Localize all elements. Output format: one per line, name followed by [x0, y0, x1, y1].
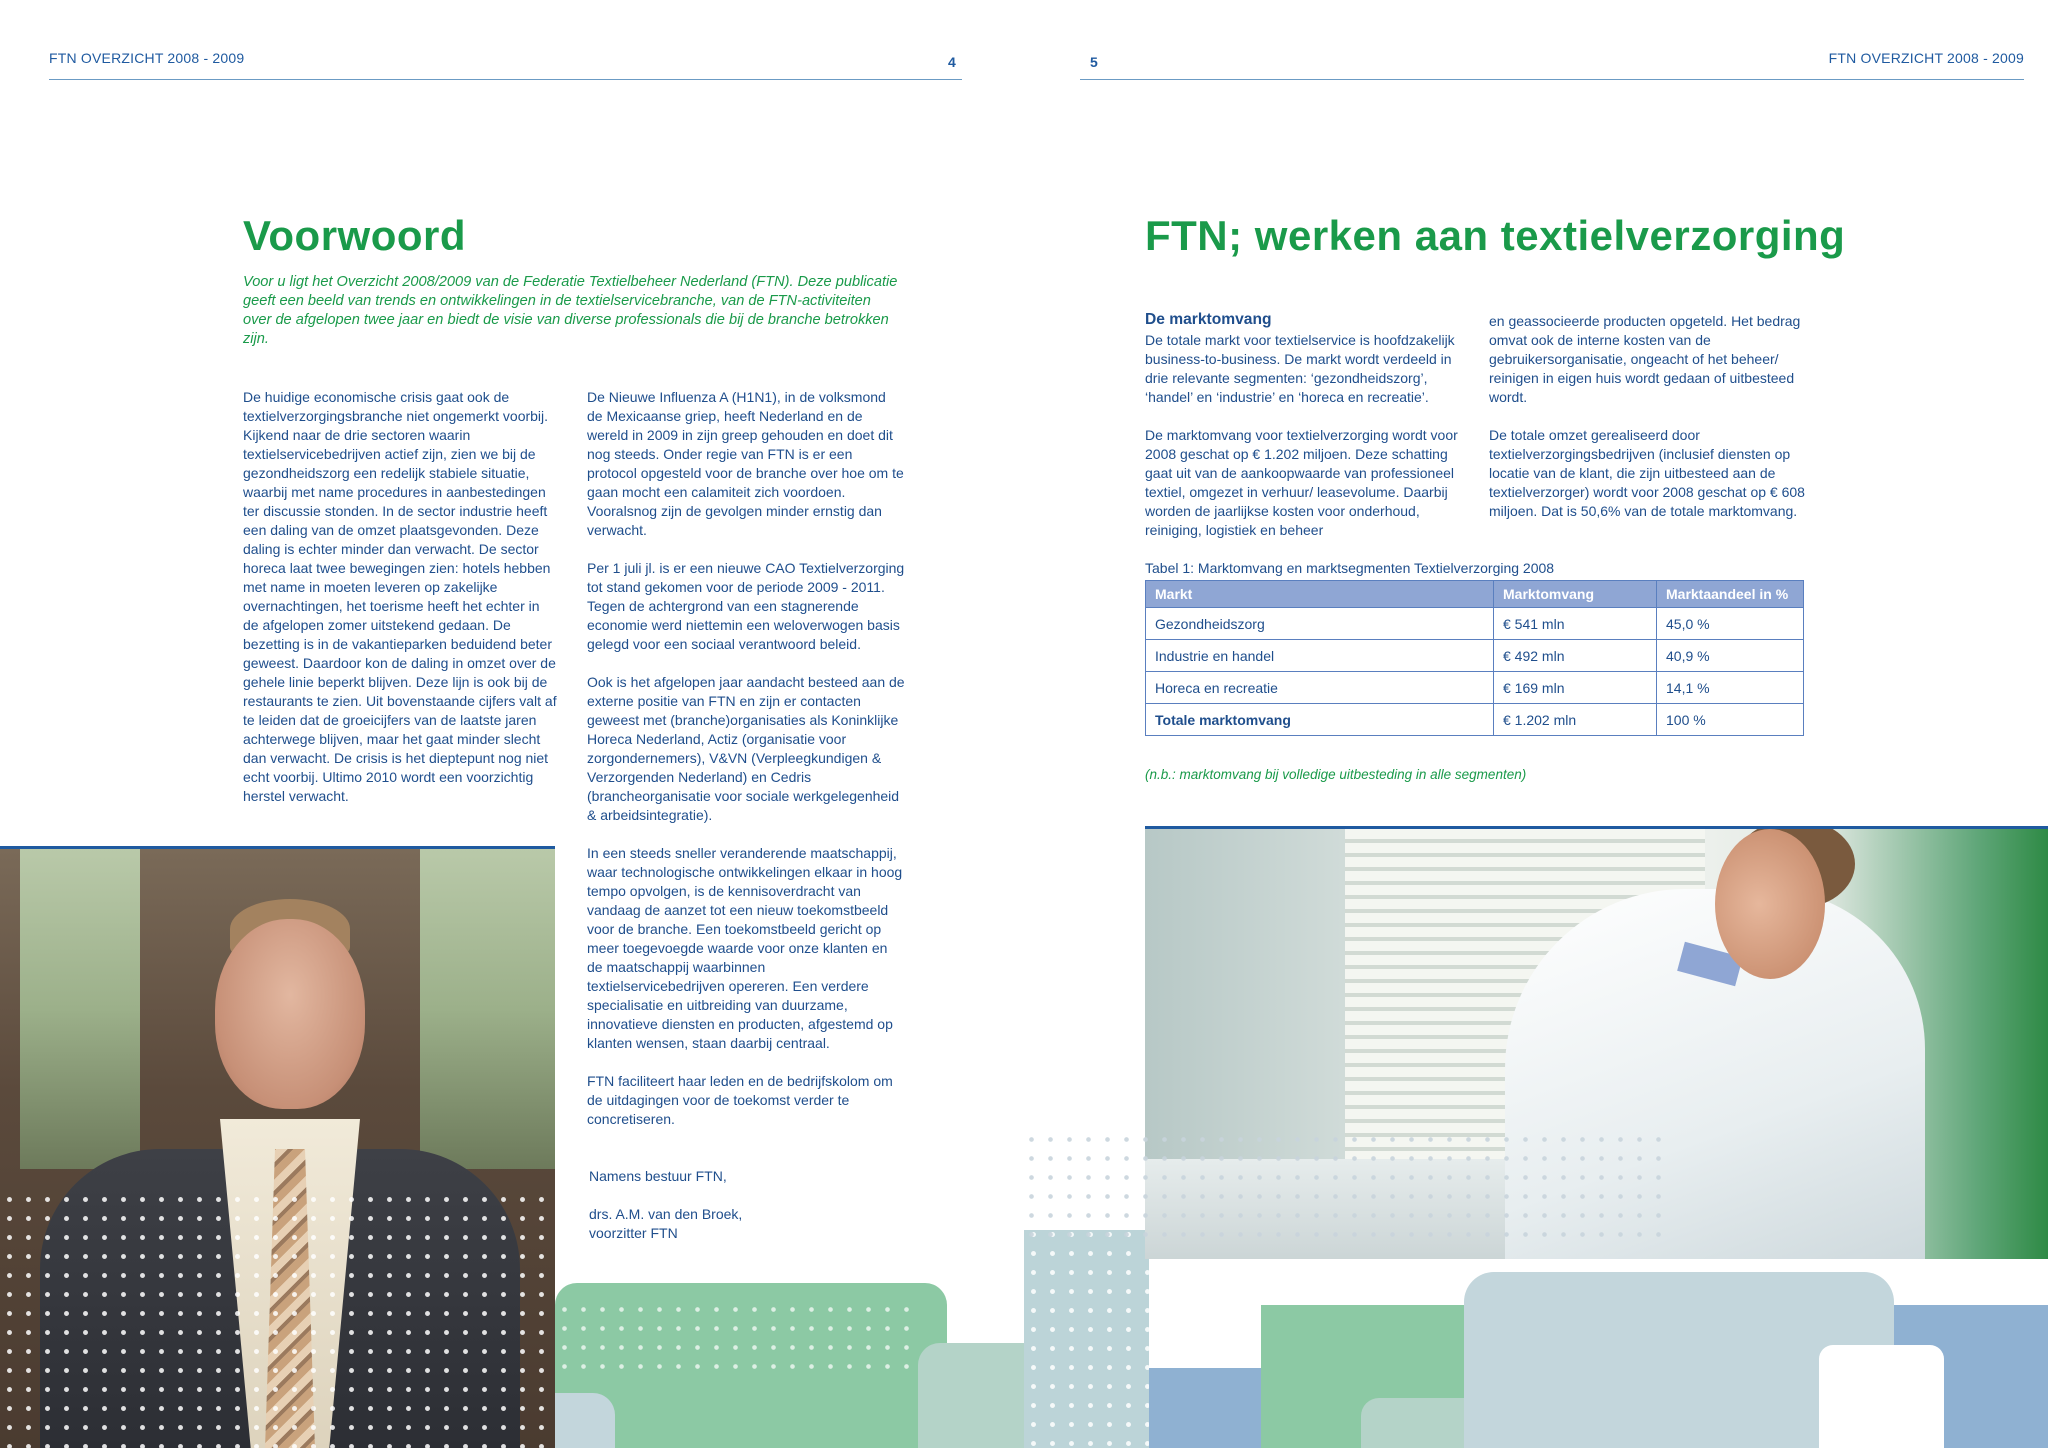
- paragraph: De Nieuwe Influenza A (H1N1), in de volksmond de Mexicaanse griep, heeft Nederland en de wereld in 2009 in zijn greep gehouden en doet dit nog steeds. Onder regie van FTN is er een protocol opgesteld voor de branche over hoe om te gaan mocht een calamiteit zich voordoen. Vooralsnog zijn de gevolgen minder ernstig dan verwacht.: [587, 389, 904, 538]
- table-cell: € 169 mln: [1494, 672, 1657, 704]
- window-background: [20, 849, 140, 1169]
- paragraph: Ook is het afgelopen jaar aandacht besteed aan de externe positie van FTN en zijn er contacten geweest met (branche)organisaties als Koninklijke Horeca Nederland, Actiz (organisatie voor zorgondernemers), V&VN (Verpleegkundigen & Verzorgenden Nederland) en Cedris (brancheorganisatie voor sociale werkgelegenheid & arbeidsintegratie).: [587, 674, 905, 823]
- column-header: Marktomvang: [1494, 581, 1657, 608]
- column-2-left: [587, 388, 905, 1243]
- table-row: [1146, 640, 1804, 672]
- signer-role: voorzitter FTN: [589, 1225, 678, 1241]
- table-row-total: [1146, 704, 1804, 736]
- table-cell: Gezondheidszorg: [1146, 608, 1494, 640]
- face: [1715, 829, 1825, 979]
- signer-name: drs. A.M. van den Broek,: [589, 1206, 743, 1222]
- column-2-right: [1489, 312, 1809, 540]
- decorative-shape: [555, 1393, 615, 1448]
- table-cell: 40,9 %: [1657, 640, 1804, 672]
- dot-pattern: [555, 1300, 915, 1370]
- table-cell: € 541 mln: [1494, 608, 1657, 640]
- paragraph: In een steeds sneller veranderende maatschappij, waar technologische ontwikkelingen elkaar in hoog tempo opvolgen, is de kennisoverdracht van vandaag de aanzet tot een nieuw toekomstbeeld voor de branche. Een toekomstbeeld gericht op meer toegevoegde waarde voor onze klanten en de maatschappij waarbinnen textielservicebedrijven opereren. Een verdere specialisatie en uitbreiding van duurzame, innovatieve diensten en producten, afgestemd op klanten wensen, staan daarbij centraal.: [587, 845, 903, 1051]
- decorative-shape: [918, 1343, 1024, 1448]
- page-title-voorwoord: Voorwoord: [243, 212, 467, 259]
- paragraph: De marktomvang voor textielverzorging wordt voor 2008 geschat op € 1.202 miljoen. Deze schatting gaat uit van de aankoopwaarde van professioneel textiel, omgezet in verhuur/ leasevolume. Daarbij worden de jaarlijkse kosten voor onderhoud, reiniging, logistiek en beheer: [1145, 427, 1458, 538]
- table-cell: Industrie en handel: [1146, 640, 1494, 672]
- table-caption: Tabel 1: Marktomvang en marktsegmenten Textielverzorging 2008: [1145, 560, 1555, 576]
- column-1-left: [243, 388, 558, 825]
- column-header: Marktaandeel in %: [1657, 581, 1804, 608]
- paragraph: De totale omzet gerealiseerd door textielverzorgingsbedrijven (inclusief diensten op locatie van de klant, die zijn uitbesteed aan de textielverzorger) wordt voor 2008 geschat op € 608 miljoen. Dat is 50,6% van de totale marktomvang.: [1489, 427, 1805, 519]
- page-title-ftn: FTN; werken aan textielverzorging: [1145, 212, 1846, 259]
- page-number-right: 5: [1090, 54, 1098, 70]
- table-row: [1146, 672, 1804, 704]
- window-background: [420, 849, 555, 1169]
- dot-pattern: [1022, 1130, 1672, 1250]
- table-cell: Totale marktomvang: [1146, 704, 1494, 736]
- header-rule-right: [1080, 79, 2024, 80]
- header-rule-left: [49, 79, 962, 80]
- paragraph: FTN faciliteert haar leden en de bedrijfskolom om de uitdagingen voor de toekomst verder te concretiseren.: [587, 1073, 893, 1127]
- decorative-shape: [1819, 1345, 1944, 1448]
- dot-pattern: [0, 1190, 555, 1448]
- table-cell: € 1.202 mln: [1494, 704, 1657, 736]
- table-cell: Horeca en recreatie: [1146, 672, 1494, 704]
- intro-paragraph: Voor u ligt het Overzicht 2008/2009 van de Federatie Textielbeheer Nederland (FTN). Deze publicatie geeft een beeld van trends en ontwikkelingen in de textielservicebranche, van de FTN-activiteiten over de afgelopen twee jaar en biedt de visie van diverse professionals die bij de branche betrokken zijn.: [243, 274, 898, 347]
- market-table: [1145, 580, 1804, 736]
- page-number-left: 4: [948, 54, 956, 70]
- section-heading-marktomvang: De marktomvang: [1145, 311, 1272, 328]
- paragraph: Per 1 juli jl. is er een nieuwe CAO Textielverzorging tot stand gekomen voor de periode 2009 - 2011. Tegen de achtergrond van een stagnerende economie werd niettemin een weloverwogen basis gelegd voor een sociaal verantwoord beleid.: [587, 560, 905, 652]
- table-cell: 100 %: [1657, 704, 1804, 736]
- table-header-row: [1146, 581, 1804, 608]
- paragraph: De totale markt voor textielservice is hoofdzakelijk business-to-business. De markt wordt verdeeld in drie relevante segmenten: ‘gezondheidszorg’, ‘handel’ en ‘industrie’ en ‘horeca en recreatie’.: [1145, 332, 1455, 405]
- paragraph: De huidige economische crisis gaat ook de textielverzorgingsbranche niet ongemerkt voorbij. Kijkend naar de drie sectoren waarin textielservicebedrijven actief zijn, zien we bij de gezondheidszorg een redelijk stabiele situatie, waarbij met name procedures in aanbestedingen ter discussie stonden. In de sector industrie heeft een daling van de omzet plaatsgevonden. Deze daling is echter minder dan verwacht. De sector horeca laat twee bewegingen zien: hotels hebben met name in moeten leveren op zakelijke overnachtingen, het toerisme heeft het echter in de afgelopen zomer uitstekend gedaan. De bezetting is in de vakantieparken beduidend beter geweest. Daardoor kon de daling in omzet over de gehele linie beperkt blijven. Deze lijn is ook bij de restaurants te zien. Uit bovenstaande cijfers valt af te leiden dat de groeicijfers van de laatste jaren achterwege blijven, maar het gaat minder slecht dan verwacht. De crisis is het dieptepunt nog niet echt voorbij. Ultimo 2010 wordt een voorzichtig herstel verwacht.: [243, 389, 557, 804]
- table-cell: € 492 mln: [1494, 640, 1657, 672]
- running-head-right: FTN OVERZICHT 2008 - 2009: [1828, 50, 2024, 66]
- face: [215, 919, 365, 1109]
- decorative-shape: [1149, 1368, 1261, 1448]
- running-head-left: FTN OVERZICHT 2008 - 2009: [49, 50, 245, 66]
- table-cell: 45,0 %: [1657, 608, 1804, 640]
- paragraph: en geassocieerde producten opgeteld. Het bedrag omvat ook de interne kosten van de gebruikersorganisatie, ongeacht of het beheer/ reinigen in eigen huis wordt gedaan of uitbesteed wordt.: [1489, 313, 1801, 405]
- column-1-right: [1145, 331, 1465, 559]
- table-cell: 14,1 %: [1657, 672, 1804, 704]
- table-note: (n.b.: marktomvang bij volledige uitbesteding in alle segmenten): [1145, 767, 1527, 782]
- table-row: [1146, 608, 1804, 640]
- signoff: Namens bestuur FTN,: [589, 1168, 727, 1184]
- column-header: Markt: [1146, 581, 1494, 608]
